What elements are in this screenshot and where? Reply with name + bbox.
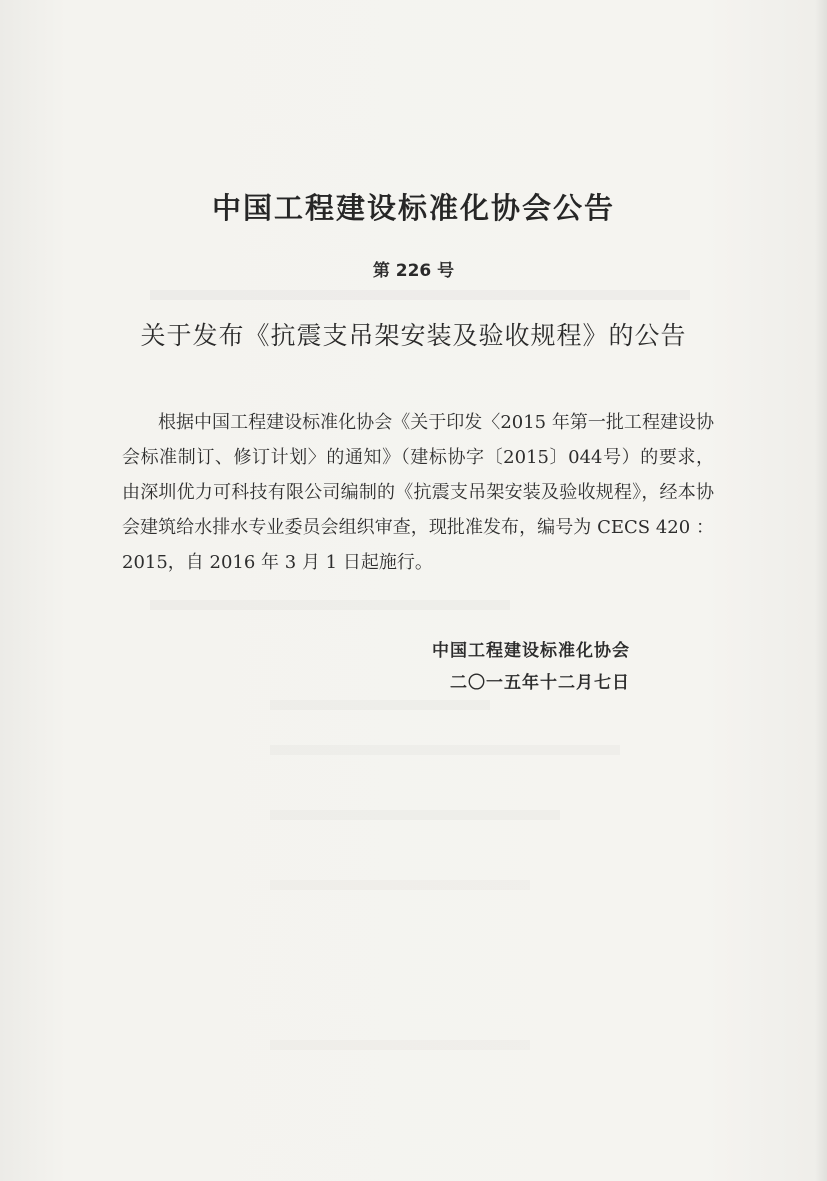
signature-date: 二〇一五年十二月七日 bbox=[450, 673, 630, 693]
page-edge-shadow bbox=[815, 0, 827, 1181]
main-title: 中国工程建设标准化协会公告 bbox=[211, 191, 615, 225]
bleed-through-mark bbox=[270, 1040, 530, 1050]
bleed-through-mark bbox=[150, 600, 510, 610]
announcement-title: 关于发布《抗震支吊架安装及验收规程》的公告 bbox=[140, 321, 687, 350]
bleed-through-mark bbox=[150, 290, 690, 300]
announcement-body: 根据中国工程建设标准化协会《关于印发〈2015 年第一批工程建设协会标准制订、修订计划〉的通知》（建标协字〔2015〕044号）的要求，由深圳优力可科技有限公司编制的《抗震支吊架安装及验收规程》，经本协会建筑给水排水专业委员会组织审查，现批准发布，编号为 CECS 420 ：2015，自 2016 年 3 月 1 日起施行。 bbox=[122, 412, 714, 573]
bleed-through-mark bbox=[270, 700, 490, 710]
document-number: 第 226 号 bbox=[372, 261, 455, 281]
bleed-through-mark bbox=[270, 880, 530, 890]
bleed-through-mark bbox=[270, 745, 620, 755]
signature-organization: 中国工程建设标准化协会 bbox=[432, 641, 630, 661]
bleed-through-mark bbox=[270, 810, 560, 820]
